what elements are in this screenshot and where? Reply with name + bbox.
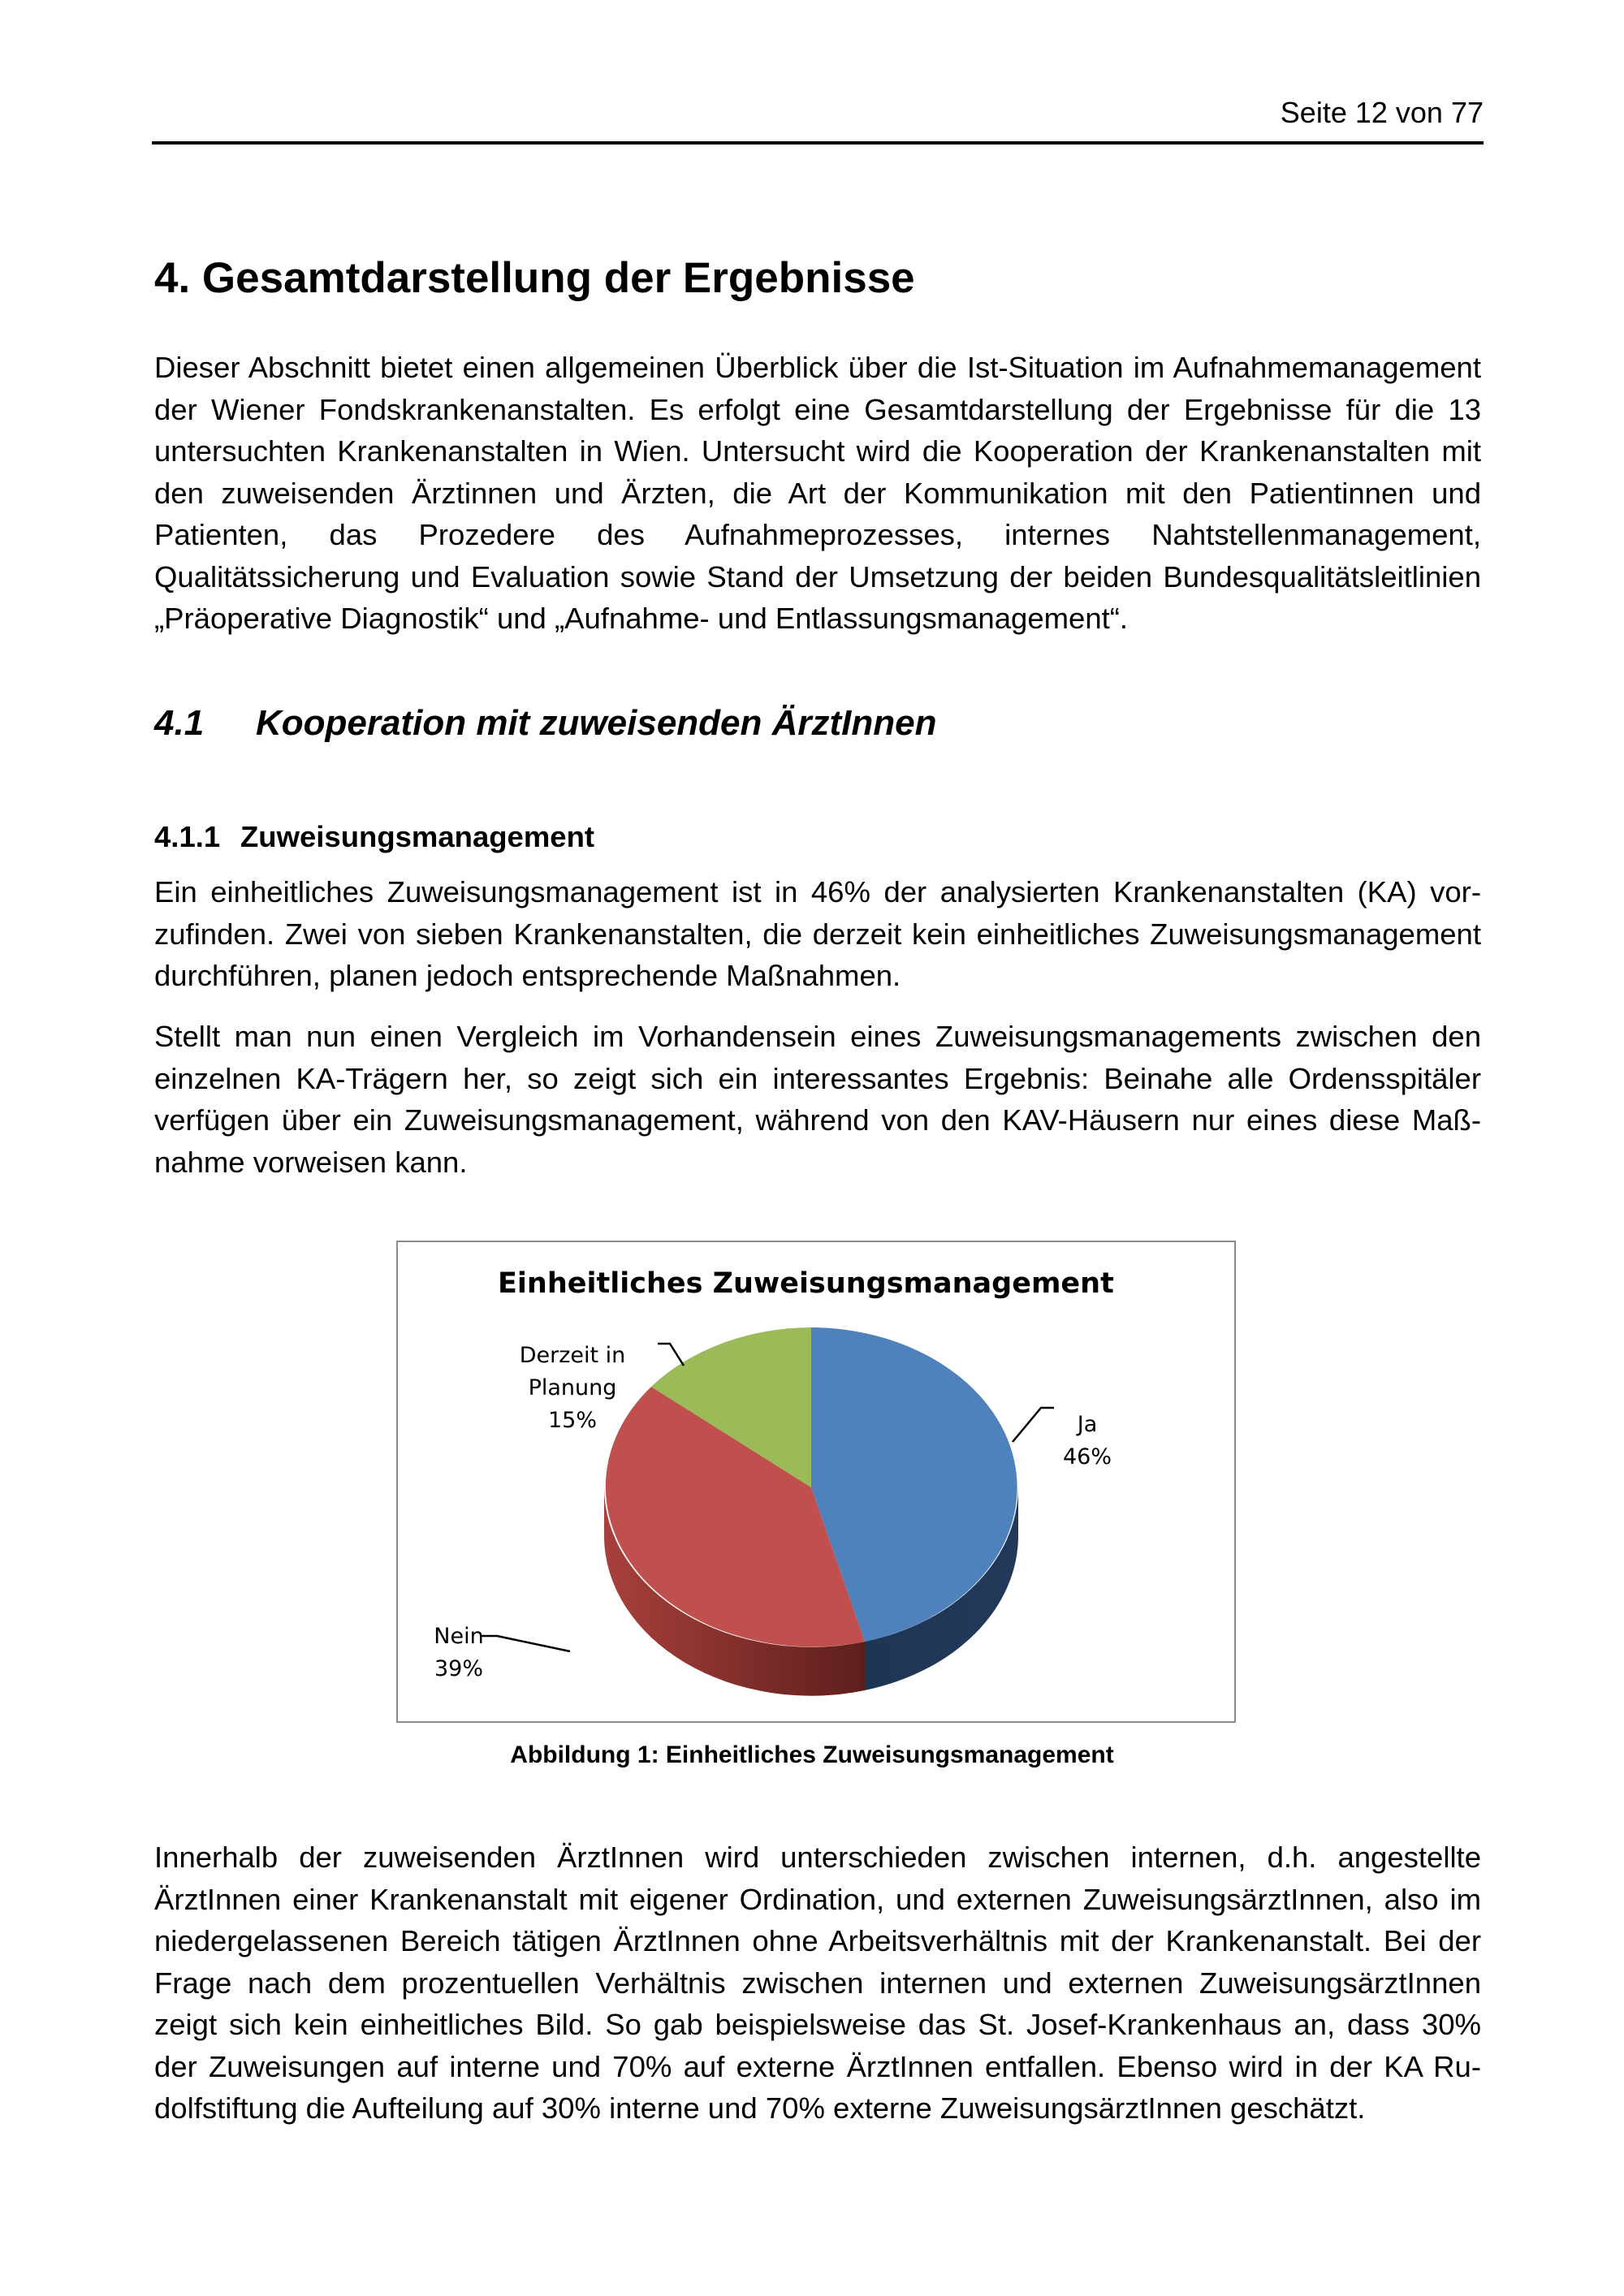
planung-leader-line xyxy=(658,1344,684,1366)
body-paragraph: Stellt man nun einen Vergleich im Vorhandensein eines Zuweisungsmanagements zwischen den einzelnen KA-Trägern her, so zeigt sich ein interessantes Ergebnis: Beinahe alle Ordensspitäler verfügen über ein Zuweisungsmanagement, während von den KAV-Häusern nur eines diese Maßnahme vorweisen kann. xyxy=(154,1020,1481,1179)
body-paragraph: Innerhalb der zuweisenden ÄrztInnen wird unterschieden zwischen internen, d.h. angestellte ÄrztInnen einer Krankenanstalt mit eigener Ordination, und externen ZuweisungsärztInnen, also im niedergelassenen Bereich tätigen ÄrztInnen ohne Arbeitsverhältnis mit der Krankenanstalt. Bei der Frage nach dem prozentuellen Verhältnis zwischen internen und externen ZuweisungsärztInnen zeigt sich kein einheitliches Bild. So gab beispielsweise das St. Josef-Krankenhaus an, dass 30% der Zuweisungen auf interne und 70% auf externe ÄrztInnen entfallen. Ebenso wird in der KA Rudolfstiftung die Aufteilung auf 30% interne und 70% externe ZuweisungsärztInnen geschätzt. xyxy=(154,1841,1481,2125)
body-paragraph: Ein einheitliches Zuweisungsmanagement ist in 46% der analysierten Krankenanstalten (KA) vorzufinden. Zwei von sieben Krankenanstalten, die derzeit kein einheitliches Zuweisungsmanagement durchführen, planen jedoch entsprechende Maßnahmen. xyxy=(154,875,1481,992)
nein-leader-line xyxy=(481,1636,570,1651)
chapter-title: 4. Gesamtdarstellung der Ergebnisse xyxy=(154,254,915,302)
pie-chart xyxy=(398,1242,1234,1721)
planung-label-line1: Derzeit in xyxy=(519,1343,626,1368)
section-heading xyxy=(154,703,937,744)
page-number: Seite 12 von 77 xyxy=(1280,96,1484,129)
planung-leader-line-2 xyxy=(702,1296,729,1334)
nein-label: Nein xyxy=(434,1624,484,1649)
planung-percent: 15% xyxy=(547,1408,598,1433)
section-number: 4.1 xyxy=(154,703,205,743)
intro-paragraph: Dieser Abschnitt bietet einen allgemeinen Überblick über die Ist-Situation im Aufnahmemanagement der Wiener Fondskrankenanstalten. Es erfolgt eine Gesamtdarstellung der Ergebnisse für die 13 untersuchten Krankenanstalten in Wien. Untersucht wird die Kooperation der Krankenanstalten mit den zuweisenden Ärztinnen und Ärzten, die Art der Kommunikation mit den Patientinnen und Patienten, das Prozedere des Aufnahmeprozesses, internes Nahtstellenmanagement, Qualitätssicherung und Evaluation sowie Stand der Umsetzung der beiden Bundesqualitätsleitlinien „Präoperative Diagnostik“ und „Aufnahme- und Entlassungsmanagement“. xyxy=(154,351,1481,635)
page-header xyxy=(152,91,1484,145)
chart-title: Einheitliches Zuweisungsmanagement xyxy=(498,1267,1114,1300)
nein-percent: 39% xyxy=(434,1656,484,1681)
planung-label-line2: Planung xyxy=(528,1375,617,1400)
figure-caption: Abbildung 1: Einheitliches Zuweisungsmanagement xyxy=(510,1741,1114,1768)
subsection-heading xyxy=(154,820,594,854)
subsection-number: 4.1.1 xyxy=(154,820,221,853)
subsection-title: Zuweisungsmanagement xyxy=(240,820,595,853)
ja-leader-line xyxy=(1013,1408,1054,1442)
ja-label: Ja xyxy=(1077,1412,1098,1437)
section-title: Kooperation mit zuweisenden ÄrztInnen xyxy=(256,703,937,743)
ja-percent: 46% xyxy=(1062,1444,1112,1470)
pie-chart-figure xyxy=(396,1241,1236,1723)
